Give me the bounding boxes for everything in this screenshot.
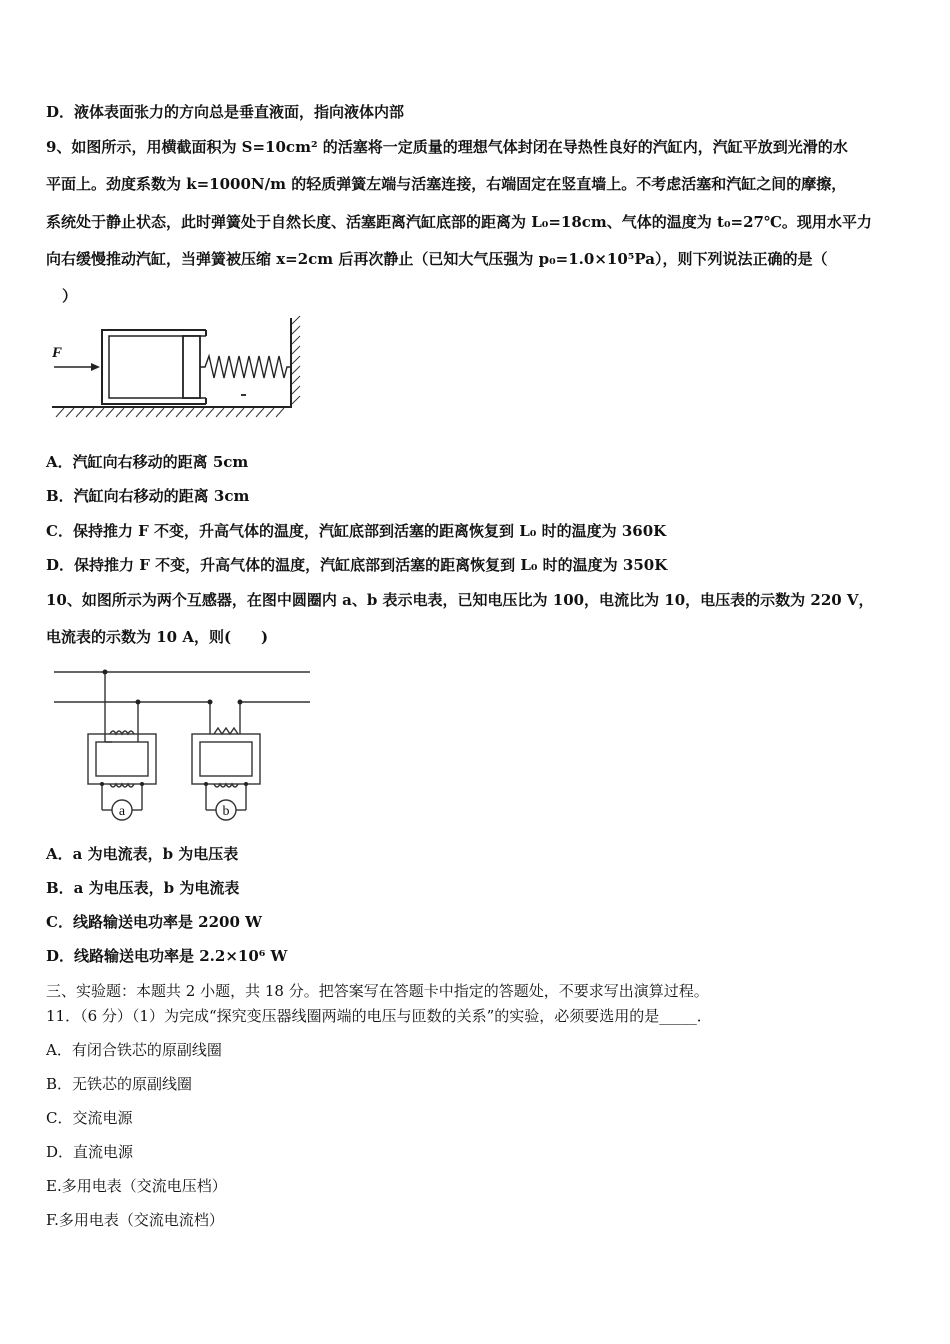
q11-option-a: A．有闭合铁芯的原副线圈	[46, 1041, 222, 1059]
q10-option-d: D．线路输送电功率是 2.2×10⁶ W	[46, 947, 288, 965]
meter-a-label: a	[118, 804, 126, 819]
q8-option-d: D．液体表面张力的方向总是垂直液面，指向液体内部	[46, 103, 405, 121]
q9-option-d: D．保持推力 F 不变，升高气体的温度，汽缸底部到活塞的距离恢复到 L₀ 时的温度为 350K	[46, 556, 668, 574]
q9-stem-line-1: 9、如图所示，用横截面积为 S=10cm² 的活塞将一定质量的理想气体封闭在导热性良好的汽缸内，汽缸平放到光滑的水	[46, 138, 848, 156]
q10-option-c: C．线路输送电功率是 2200 W	[46, 913, 262, 931]
q11-option-e: E.多用电表（交流电压档）	[46, 1177, 227, 1195]
q11-option-c: C．交流电源	[46, 1109, 133, 1127]
q10-option-b: B．a 为电压表，b 为电流表	[46, 879, 240, 897]
q11-option-d: D．直流电源	[46, 1143, 134, 1161]
q9-stem-line-3: 系统处于静止状态，此时弹簧处于自然长度、活塞距离汽缸底部的距离为 L₀=18cm、气体的温度为 t₀=27℃。现用水平力	[46, 213, 872, 231]
q9-stem-line-5: ）	[62, 287, 78, 305]
q11-stem: 11．（6 分）（1）为完成“探究变压器线圈两端的电压与匝数的关系”的实验，必须要选用的是_____．	[46, 1007, 712, 1025]
q10-stem-line-2: 电流表的示数为 10 A，则( )	[46, 628, 269, 646]
q9-option-a: A．汽缸向右移动的距离 5cm	[46, 453, 249, 471]
q9-option-c: C．保持推力 F 不变，升高气体的温度，汽缸底部到活塞的距离恢复到 L₀ 时的温度为 360K	[46, 522, 667, 540]
q10-option-a: A．a 为电流表，b 为电压表	[46, 845, 239, 863]
q9-cylinder-figure	[46, 314, 306, 424]
q9-stem-line-4: 向右缓慢推动汽缸，当弹簧被压缩 x=2cm 后再次静止（已知大气压强为 p₀=1.0×10⁵Pa），则下列说法正确的是（	[46, 250, 828, 268]
section3-heading: 三、实验题：本题共 2 小题，共 18 分。把答案写在答题卡中指定的答题处，不要求写出演算过程。	[46, 982, 709, 1000]
q10-transformer-figure	[50, 664, 315, 824]
meter-b-label: b	[222, 804, 230, 819]
force-label: F	[52, 345, 63, 361]
q11-option-f: F.多用电表（交流电流档）	[46, 1211, 224, 1229]
q9-stem-line-2: 平面上。劲度系数为 k=1000N/m 的轻质弹簧左端与活塞连接，右端固定在竖直墙上。不考虑活塞和汽缸之间的摩擦，	[46, 175, 847, 193]
q9-option-b: B．汽缸向右移动的距离 3cm	[46, 487, 250, 505]
q11-option-b: B．无铁芯的原副线圈	[46, 1075, 193, 1093]
q10-stem-line-1: 10、如图所示为两个互感器，在图中圆圈内 a、b 表示电表，已知电压比为 100，电流比为 10，电压表的示数为 220 V，	[46, 591, 874, 609]
